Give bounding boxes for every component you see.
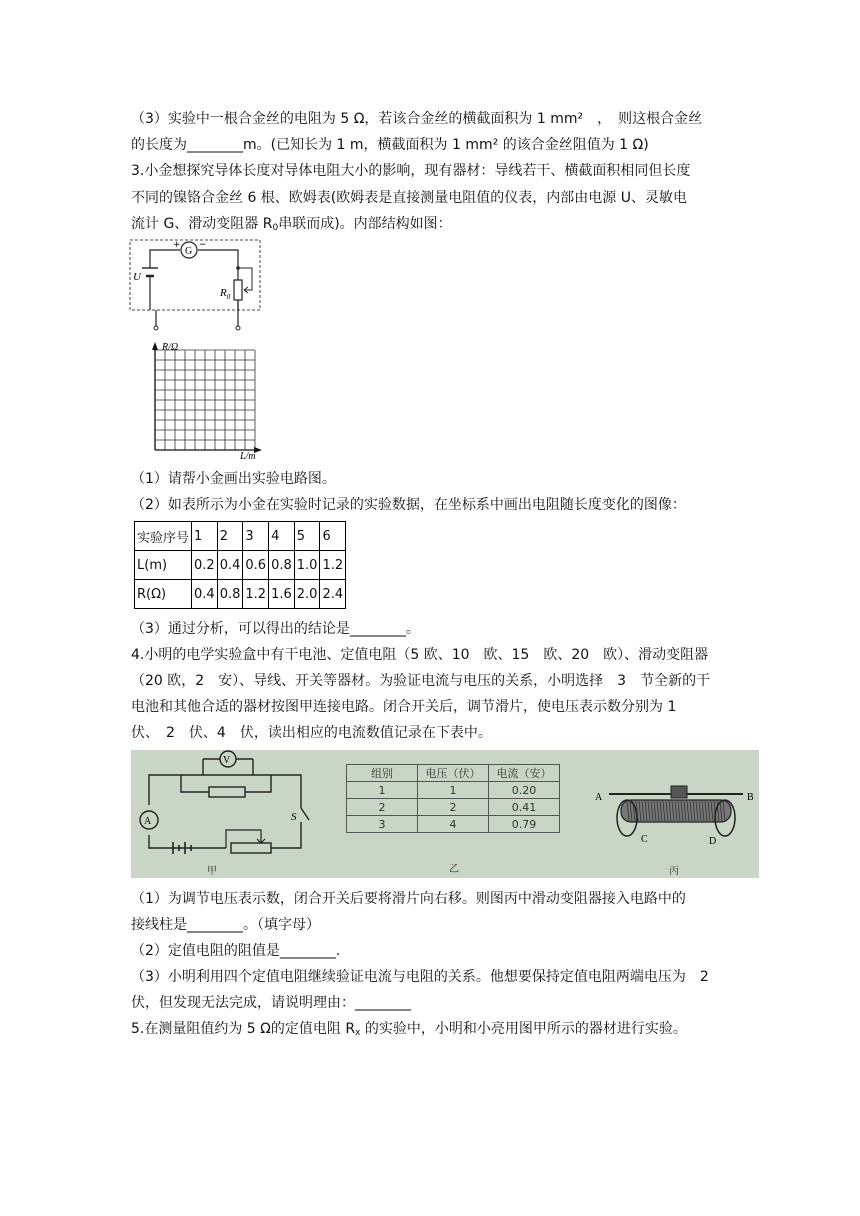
table-cell: 1 [192,522,218,551]
text-line: （1）为调节电压表示数，闭合开关后要将滑片向右移。则图丙中滑动变阻器接入电路中的 [131,891,686,907]
table-cell: 2.0 [294,580,320,609]
table-cell: 0.41 [489,799,560,816]
table-cell: 3 [347,816,418,833]
table-header-row [347,765,560,782]
rheostat-bing [591,750,759,878]
ammeter-label: A [144,816,152,827]
table-row [347,782,560,799]
experiment-figure-photo [131,750,759,878]
table-header-cell: 电流（安） [489,765,560,782]
text-line: （20 欧，2 安）、导线、开关等器材。为验证电流与电压的关系，小明选择 3 节全新的干 [131,673,711,689]
table-cell: 1.6 [269,580,295,609]
text-line: （2）如表所示为小金在实验时记录的实验数据，在坐标系中画出电阻随长度变化的图像： [131,497,686,513]
text-line: （3）通过分析，可以得出的结论是________。 [131,621,420,637]
resistor-label: $R_0$ [220,287,231,301]
table-cell: 实验序号 [135,522,192,551]
table-cell: 0.8 [269,551,295,580]
text-line [131,214,452,238]
table-cell: 3 [243,522,269,551]
table-cell: 0.2 [192,551,218,580]
table-cell: 5 [294,522,320,551]
table-cell: L(m) [135,551,192,580]
text-line: 伏，但发现无法完成，请说明理由：________ [131,995,411,1011]
x-axis-label: L/m [240,451,256,462]
table-cell: 2 [347,799,418,816]
text-line: 接线柱是________。（填字母） [131,917,320,933]
table-cell: 2 [217,522,243,551]
table-cell: 0.8 [217,580,243,609]
text-segment: 串联而成)。内部结构如图： [278,216,452,232]
text-line: 的长度为________m。(已知长为 1 m，横截面积为 1 mm² 的该合金丝阻值为 1 Ω) [131,137,649,153]
table-row [347,799,560,816]
text-line: （2）定值电阻的阻值是________. [131,943,341,959]
minus-sign: − [199,240,207,250]
y-axis-label: R/Ω [162,342,179,353]
subscript: 0 [272,223,279,233]
voltmeter-label: V [223,755,231,766]
table-cell: 0.79 [489,816,560,833]
empty-coordinate-grid [140,338,270,463]
text-line: 3.小金想探究导体长度对导体电阻大小的影响，现有器材：导线若干、横截面积相同但长度 [131,163,691,179]
table-cell: 2.4 [320,580,346,609]
caption-jia: 甲 [207,866,217,877]
table-row [135,580,346,609]
table-cell: 4 [269,522,295,551]
text-line: 伏、 2 伏、4 伏，读出相应的电流数值记录在下表中。 [131,725,492,741]
table-row [135,551,346,580]
text-line: 4.小明的电学实验盒中有干电池、定值电阻（5 欧、10 欧、15 欧、20 欧）、滑动变阻器 [131,647,709,663]
subscript: x [355,1028,361,1038]
text-segment: 的实验中，小明和小亮用图甲所示的器材进行实验。 [360,1021,687,1037]
plus-sign: + [173,240,181,250]
table-cell: 1 [347,782,418,799]
circuit-jia [131,750,331,878]
text-segment: 流计 G、滑动变阻器 R [131,216,273,232]
table-cell: 1 [418,782,489,799]
terminal-c: C [641,834,648,845]
table-header-cell: 电压（伏） [418,765,489,782]
table-row [135,522,346,551]
current-voltage-table [346,764,560,833]
caption-yi: 乙 [449,864,459,875]
table-cell: 0.20 [489,782,560,799]
table-cell: 1.2 [243,580,269,609]
table-cell: 1.0 [294,551,320,580]
table-header-cell: 组别 [347,765,418,782]
text-line: 不同的镍铬合金丝 6 根、欧姆表(欧姆表是直接测量电阻值的仪表，内部由电源 U、灵敏电 [131,190,687,206]
table-cell: 6 [320,522,346,551]
terminal-b: B [747,792,754,803]
table-cell: 0.6 [243,551,269,580]
terminal-d: D [709,836,717,847]
table-cell: 4 [418,816,489,833]
table-row [347,816,560,833]
ohmmeter-circuit-figure [128,238,264,338]
table-cell: 1.2 [320,551,346,580]
table-cell: 0.4 [192,580,218,609]
table-cell: R(Ω) [135,580,192,609]
text-segment: 5.在测量阻值约为 5 Ω的定值电阻 R [131,1021,356,1037]
galvanometer-label: G [185,246,193,257]
terminal-a: A [595,792,603,803]
text-line: 电池和其他合适的器材按图甲连接电路。闭合开关后，调节滑片，使电压表示数分别为 1 [131,699,677,715]
switch-label: S [291,811,297,823]
table-cell: 2 [418,799,489,816]
battery-label: U [133,271,141,283]
text-line [131,1019,687,1043]
text-line: （3）小明利用四个定值电阻继续验证电流与电阻的关系。他想要保持定值电阻两端电压为 2 [131,969,709,985]
experiment-data-table [134,521,346,609]
text-line: （1）请帮小金画出实验电路图。 [131,471,336,487]
table-cell: 0.4 [217,551,243,580]
text-line: （3）实验中一根合金丝的电阻为 5 Ω，若该合金丝的横截面积为 1 mm² ， 则这根合金丝 [131,111,703,127]
caption-bing: 丙 [669,866,679,877]
